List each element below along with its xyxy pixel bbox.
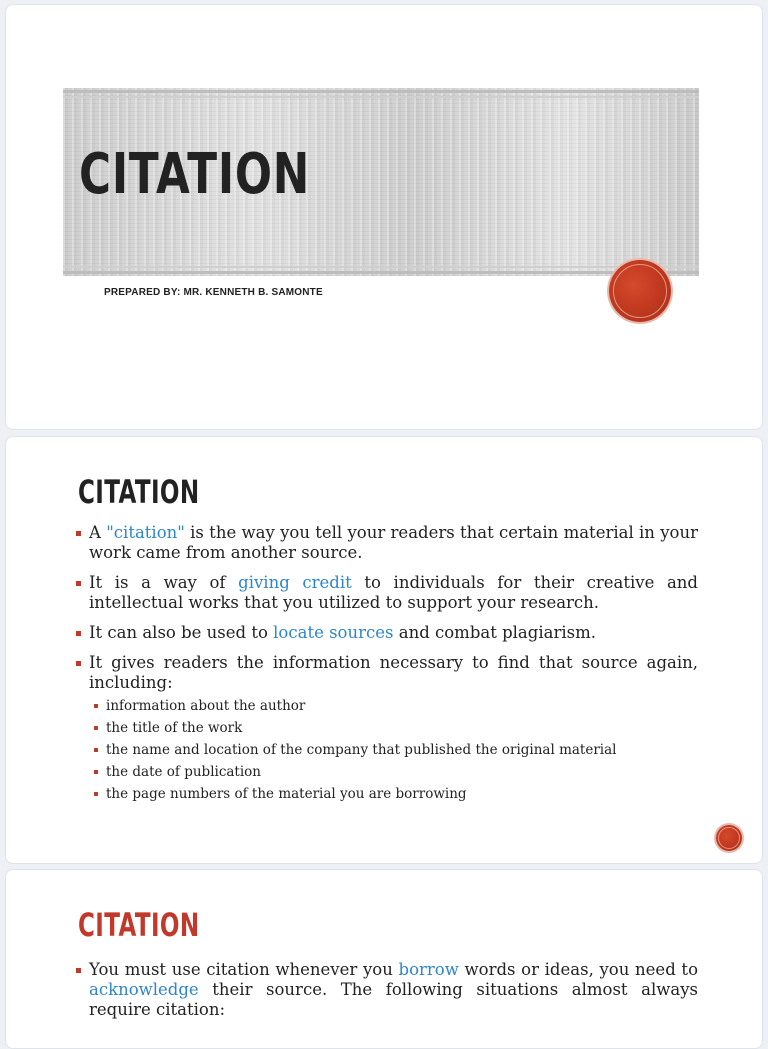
highlight-term: locate sources xyxy=(273,623,394,642)
highlight-term: giving credit xyxy=(238,573,352,592)
sub-bullet-item: the name and location of the company that published the original material xyxy=(89,739,698,761)
bullet-list xyxy=(76,523,698,815)
slide-citation-definition xyxy=(5,436,763,864)
bullet-item: A "citation" is the way you tell your readers that certain material in your work came from another source. xyxy=(76,523,698,563)
sub-bullet-item: the page numbers of the material you are borrowing xyxy=(89,783,698,805)
bullet-item: You must use citation whenever you borrow words or ideas, you need to acknowledge their source. The following situations almost always require citation: xyxy=(76,960,698,1020)
slide-heading: CITATION xyxy=(78,473,200,511)
sub-bullet-item: information about the author xyxy=(89,695,698,717)
title-banner xyxy=(63,88,699,276)
highlight-term: borrow xyxy=(398,960,459,979)
slide-citation-usage xyxy=(5,869,763,1049)
sub-bullet-item: the title of the work xyxy=(89,717,698,739)
sub-bullet-item: the date of publication xyxy=(89,761,698,783)
highlight-term: "citation" xyxy=(106,523,185,542)
sub-bullet-list xyxy=(89,695,698,805)
prepared-by: PREPARED BY: MR. KENNETH B. SAMONTE xyxy=(104,287,323,298)
slide-title xyxy=(5,4,763,430)
decorative-circle-icon xyxy=(716,825,742,851)
slide-title-text: CITATION xyxy=(79,142,311,207)
bullet-list xyxy=(76,960,698,1030)
decorative-circle-icon xyxy=(609,260,671,322)
highlight-term: acknowledge xyxy=(89,980,199,999)
bullet-item: It is a way of giving credit to individuals for their creative and intellectual works that you utilized to support your research. xyxy=(76,573,698,613)
bullet-item: It gives readers the information necessary to find that source again, including: information about the author the title of the work the name and location of the company that published the original material the date of publication the page numbers of the material you are borrowing xyxy=(76,653,698,805)
slide-heading: CITATION xyxy=(78,906,200,944)
bullet-item: It can also be used to locate sources and combat plagiarism. xyxy=(76,623,698,643)
